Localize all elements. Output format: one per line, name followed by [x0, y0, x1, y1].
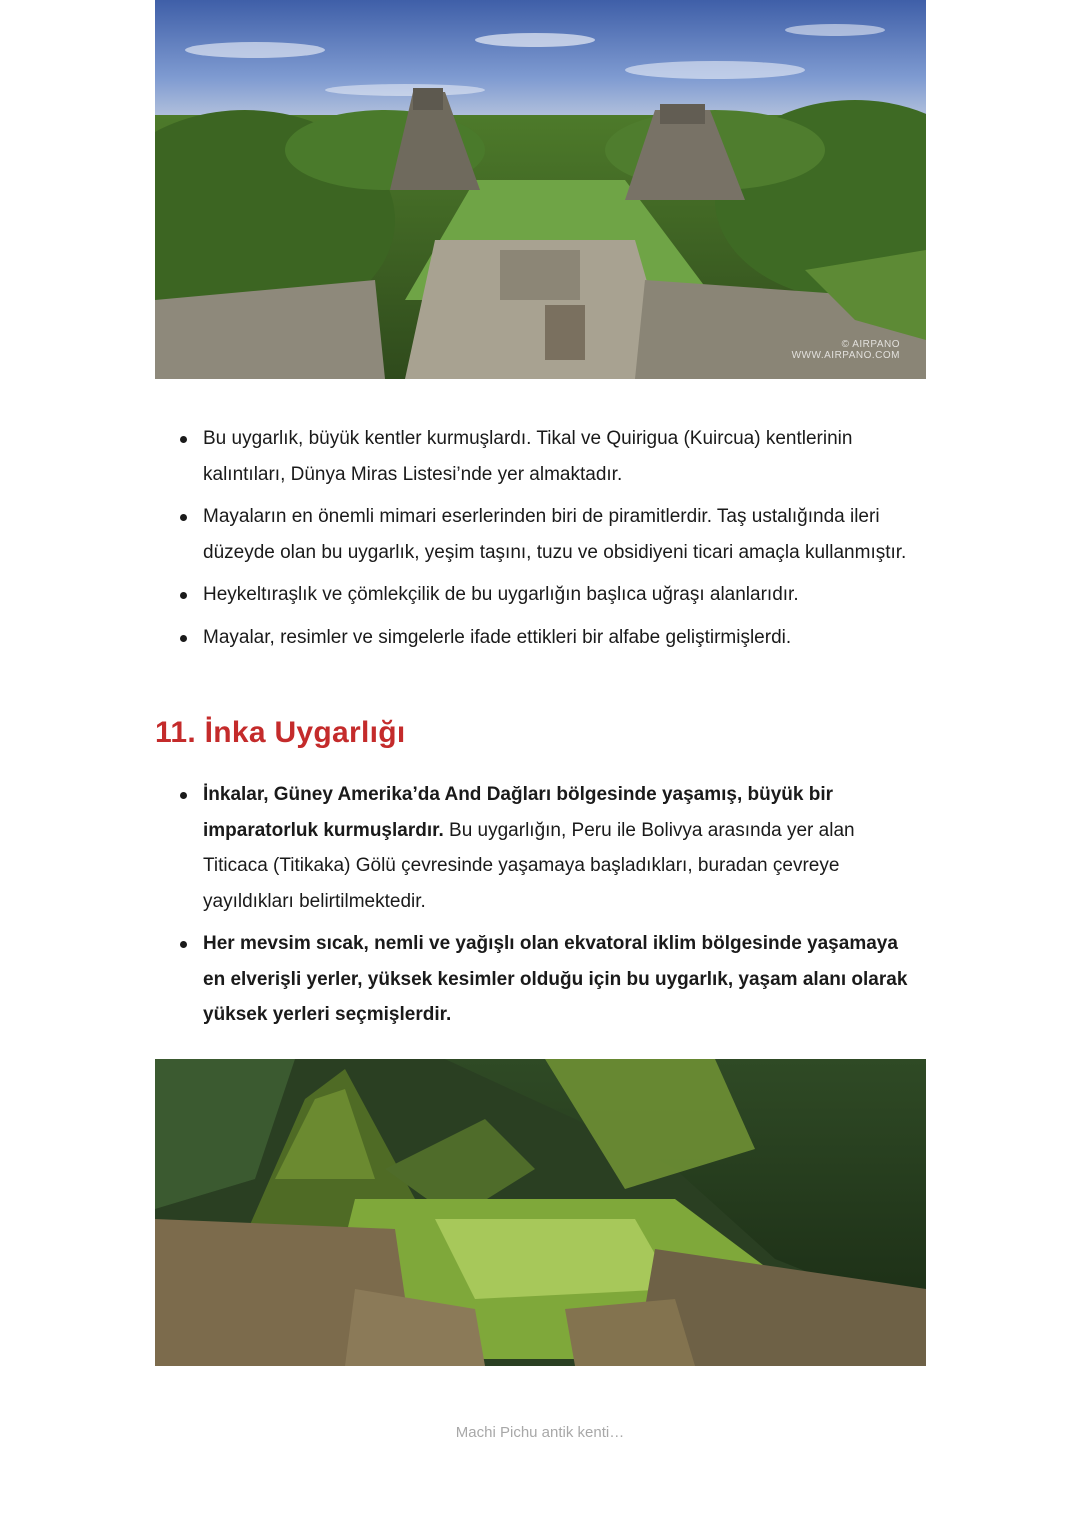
body-text: Bu uygarlığın, Peru ile Bolivya arasında yer alan Titicaca (Titikaka) Gölü çevresinde yaşamaya başladıkları, buradan çevreye yayıldıkları belirtilmektedir.: [203, 819, 855, 912]
section-heading-inka: 11. İnka Uygarlığı: [155, 716, 406, 749]
list-item: Heykeltıraşlık ve çömlekçilik de bu uygarlığın başlıca uğraşı alanlarıdır.: [180, 577, 910, 613]
maya-facts-list: [180, 421, 910, 662]
machu-picchu-photo: [155, 1059, 926, 1366]
machu-picchu-illustration: [155, 1059, 926, 1366]
tikal-photo: [155, 0, 926, 379]
inka-facts-list: [180, 777, 910, 1040]
bold-text: İnkalar, Güney Amerika’da And Dağları bölgesinde yaşamış, büyük bir imparatorluk kurmuşlardır.: [203, 784, 834, 841]
list-item: [180, 926, 910, 1033]
bold-text: Her mevsim sıcak, nemli ve yağışlı olan ekvatoral iklim bölgesinde yaşamaya en elverişli yerler, yüksek kesimler olduğu için bu uygarlık, yaşam alanı olarak yüksek yerleri seçmişlerdir.: [203, 933, 908, 1025]
list-item: Mayalar, resimler ve simgelerle ifade ettikleri bir alfabe geliştirmişlerdi.: [180, 620, 910, 656]
image-caption: Machi Pichu antik kenti…: [455, 1424, 625, 1441]
watermark: © AIRPANO WWW.AIRPANO.COM: [791, 339, 900, 361]
list-item: Bu uygarlık, büyük kentler kurmuşlardı. Tikal ve Quirigua (Kuircua) kentlerinin kalıntıları, Dünya Miras Listesi’nde yer almaktadır.: [180, 421, 910, 492]
list-item: [180, 777, 910, 919]
list-item: Mayaların en önemli mimari eserlerinden biri de piramitlerdir. Taş ustalığında ileri düzeyde olan bu uygarlık, yeşim taşını, tuzu ve obsidiyeni ticari amaçla kullanmıştır.: [180, 499, 910, 570]
tikal-illustration: [155, 0, 926, 379]
